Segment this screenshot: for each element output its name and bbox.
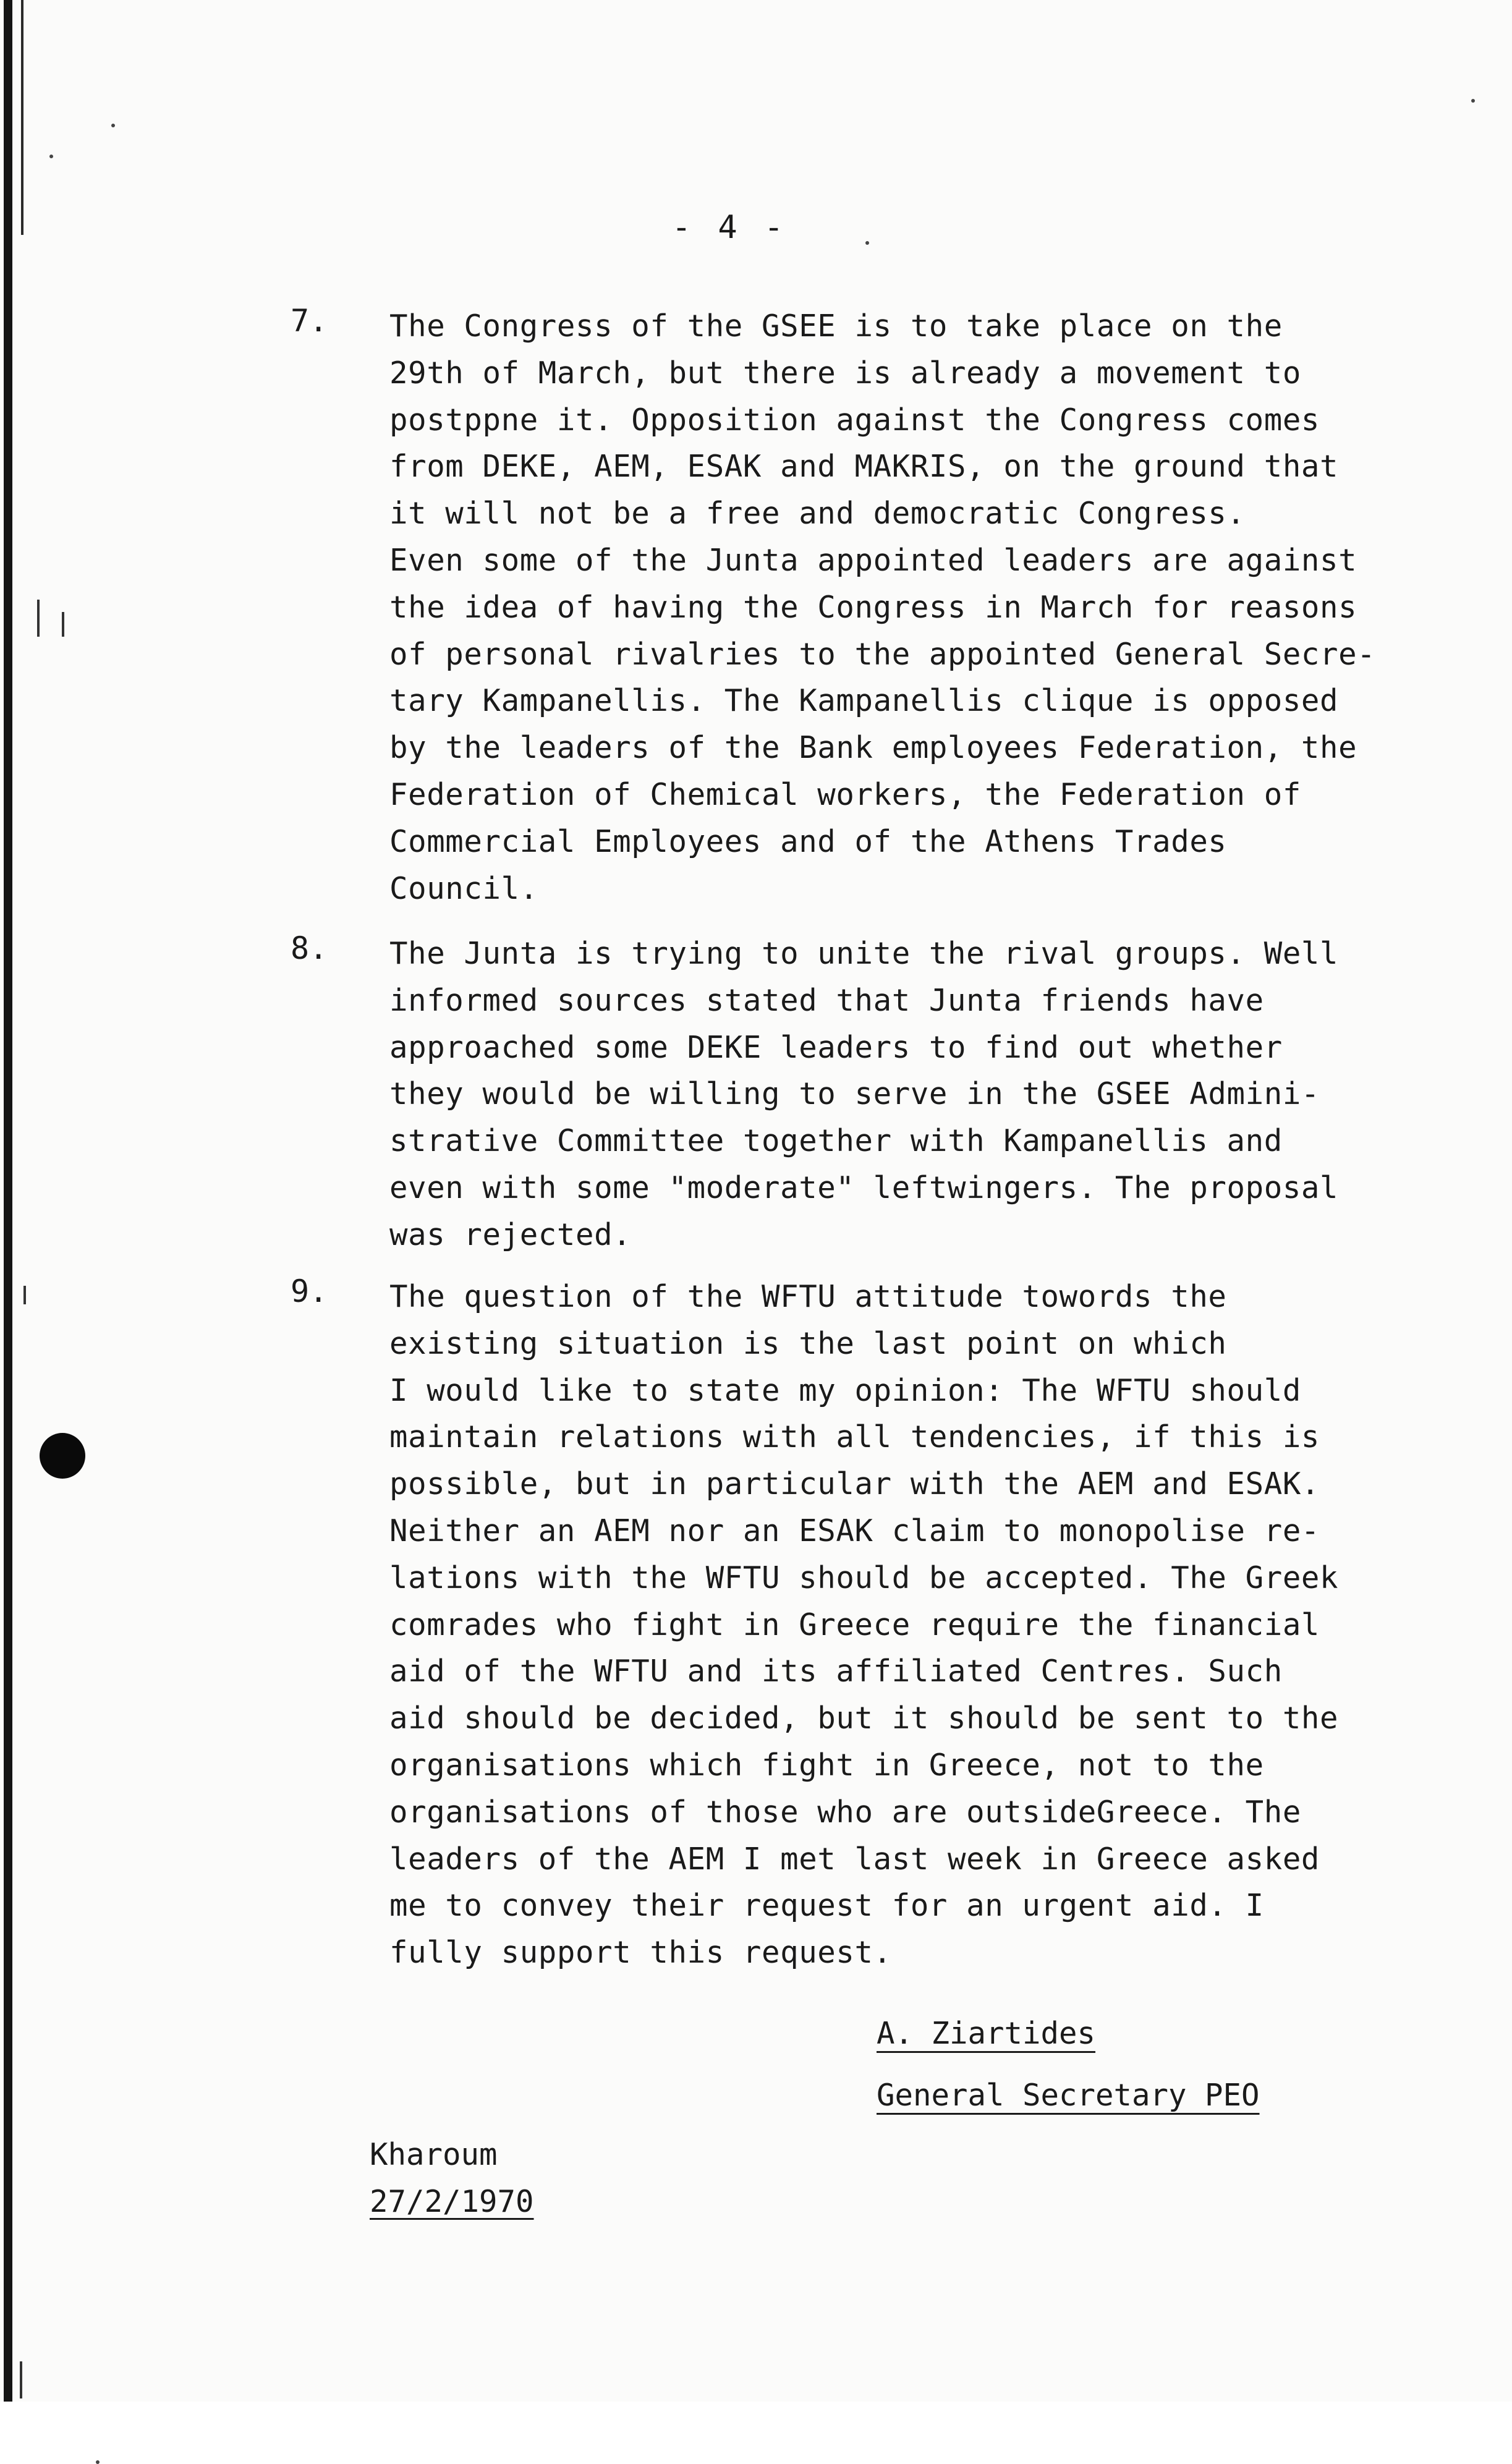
text-line: informed sources stated that Junta friends have (389, 982, 1264, 1018)
scan-mark (23, 1286, 26, 1304)
text-line: organisations of those who are outsideGreece. The (389, 1794, 1301, 1830)
text-line: Commercial Employees and of the Athens Trades (389, 823, 1227, 859)
text-line: aid should be decided, but it should be sent to the (389, 1701, 1339, 1736)
text-line: 29th of March, but there is already a movement to (389, 355, 1301, 391)
text-line: comrades who fight in Greece require the financial (389, 1607, 1320, 1642)
paragraph-number: 7. (291, 303, 328, 339)
text-line: possible, but in particular with the AEM and ESAK. (389, 1466, 1320, 1502)
text-line: leaders of the AEM I met last week in Greece asked (389, 1841, 1320, 1877)
text-line: it will not be a free and democratic Congress. (389, 496, 1246, 532)
text-line: maintain relations with all tendencies, if this is (389, 1419, 1320, 1455)
paragraph-number: 8. (291, 930, 328, 966)
text-line: approached some DEKE leaders to find out whether (389, 1029, 1283, 1065)
text-line: The question of the WFTU attitude towords the (389, 1279, 1227, 1314)
text-line: The Junta is trying to unite the rival groups. Well (389, 936, 1339, 971)
text-line: Even some of the Junta appointed leaders are against (389, 542, 1357, 578)
page-number: - 4 - (671, 209, 788, 246)
text-line: me to convey their request for an urgent aid. I (389, 1888, 1264, 1924)
scan-speck (111, 124, 115, 127)
text-line: the idea of having the Congress in March for reasons (389, 589, 1357, 625)
scan-speck (865, 241, 869, 245)
text-line: Council. (389, 870, 538, 906)
scan-speck (49, 155, 53, 158)
text-line: Neither an AEM nor an ESAK claim to monopolise re- (389, 1513, 1320, 1548)
punch-hole (40, 1433, 85, 1479)
text-line: tary Kampanellis. The Kampanellis clique is opposed (389, 683, 1339, 719)
signature-block (877, 2003, 1260, 2126)
scan-speck (96, 2460, 100, 2464)
paragraph-body (389, 930, 1403, 1259)
binding-edge-inner (21, 0, 23, 235)
text-line: organisations which fight in Greece, not to the (389, 1747, 1264, 1783)
text-line: Federation of Chemical workers, the Federation of (389, 776, 1301, 812)
place-date-block (370, 2131, 534, 2225)
text-line: they would be willing to serve in the GSEE Admini- (389, 1076, 1320, 1112)
text-line: strative Committee together with Kampanellis and (389, 1123, 1283, 1159)
date: 27/2/1970 (370, 2184, 534, 2219)
binding-edge (4, 0, 12, 2402)
text-line: from DEKE, AEM, ESAK and MAKRIS, on the ground that (389, 449, 1339, 485)
signatory-title: General Secretary PEO (877, 2078, 1260, 2113)
text-line: of personal rivalries to the appointed General Secre- (389, 636, 1376, 672)
text-line: by the leaders of the Bank employees Federation, the (389, 730, 1357, 766)
signatory-name: A. Ziartides (877, 2016, 1096, 2051)
scan-mark (20, 2361, 22, 2398)
text-line: was rejected. (389, 1217, 632, 1252)
text-line: fully support this request. (389, 1935, 892, 1971)
place: Kharoum (370, 2137, 498, 2172)
paragraph-body (389, 1273, 1403, 1976)
scan-mark (37, 600, 40, 637)
text-line: lations with the WFTU should be accepted. The Greek (389, 1560, 1339, 1595)
scan-speck (1471, 99, 1475, 103)
paragraph-number: 9. (291, 1273, 328, 1309)
scan-mark (62, 612, 64, 637)
text-line: postppne it. Opposition against the Congress comes (389, 402, 1320, 438)
paragraph-body (389, 303, 1403, 912)
text-line: aid of the WFTU and its affiliated Centres. Such (389, 1654, 1283, 1689)
text-line: even with some "moderate" leftwingers. The proposal (389, 1170, 1339, 1205)
text-line: I would like to state my opinion: The WFTU should (389, 1372, 1301, 1408)
text-line: existing situation is the last point on which (389, 1325, 1227, 1361)
text-line: The Congress of the GSEE is to take place on the (389, 308, 1283, 344)
